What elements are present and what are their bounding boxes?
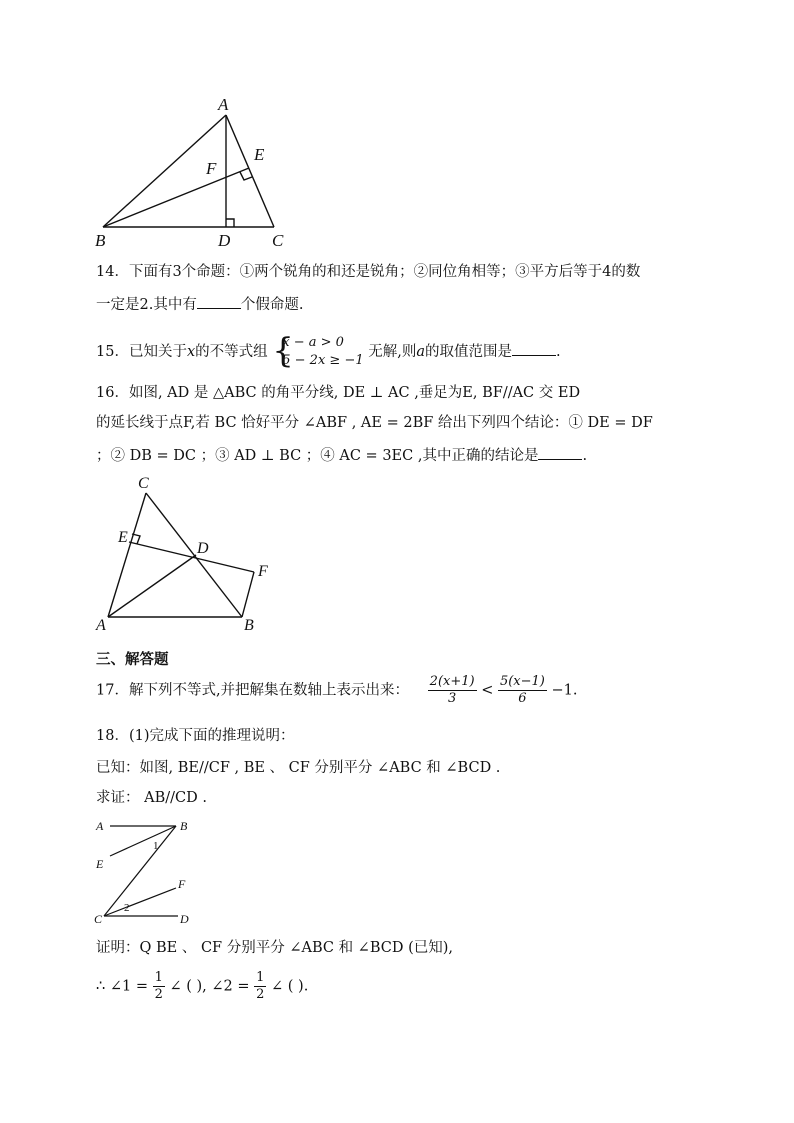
- label-d: D: [218, 231, 231, 250]
- segment-bf: [242, 572, 254, 617]
- question-16-line2: 的延长线于点F,若 BC 恰好平分 ∠ABF , AE = 2BF 给出下列四个结论：① DE = DF: [96, 415, 653, 431]
- question-14-text-b: 个假命题.: [240, 297, 304, 313]
- question-14-line1: 14．下面有3个命题：①两个锐角的和还是锐角；②同位角相等；③平方后等于4的数: [96, 264, 641, 280]
- question-14-text-a: 一定是2.其中有: [96, 297, 197, 313]
- label-b: B: [180, 819, 188, 833]
- proof-angle-1: ∴ ∠1 =: [96, 978, 148, 995]
- half-denominator-2: 2: [256, 987, 265, 1002]
- question-18-prove: 求证： AB//CD .: [96, 790, 207, 806]
- question-17: [96, 674, 577, 707]
- question-16-text-b: .: [582, 448, 588, 464]
- question-15-mid: 的不等式组: [195, 344, 268, 360]
- label-e: E: [254, 145, 265, 164]
- question-15-var-a: a: [416, 344, 425, 360]
- fraction-left-numerator: 2(x+1): [429, 674, 475, 689]
- fraction-right-numerator: 5(x−1): [499, 674, 545, 689]
- segment-ac: [108, 493, 146, 617]
- answer-blank-14[interactable]: [197, 294, 241, 309]
- question-18-line1: 18．(1)完成下面的推理说明：: [96, 728, 295, 744]
- fraction-half-2: [254, 970, 266, 1003]
- question-15: [96, 331, 561, 371]
- question-15-end: .: [555, 344, 561, 360]
- question-14-line2: [96, 294, 303, 315]
- parallel-lines-figure: [90, 812, 210, 930]
- label-e: E: [96, 857, 104, 871]
- segment-ac: [226, 115, 274, 227]
- inequality-system: [272, 331, 364, 371]
- label-d: D: [197, 540, 209, 557]
- question-15-suffix1: 无解,则: [368, 344, 417, 360]
- question-15-suffix2: 的取值范围是: [424, 344, 512, 360]
- angle-label-1: 1: [153, 840, 159, 852]
- half-denominator-1: 2: [154, 987, 163, 1002]
- segment-cb: [146, 493, 242, 617]
- answer-blank-15[interactable]: [512, 341, 556, 356]
- question-15-prefix: 15．已知关于: [96, 344, 187, 360]
- question-17-text: 17．解下列不等式,并把解集在数轴上表示出来：: [96, 682, 410, 699]
- proof-line-2: [96, 970, 308, 1003]
- question-16-text-a: ；② DB = DC ；③ AD ⊥ BC ；④ AC = 3EC ,其中正确的结论是: [96, 448, 539, 464]
- question-18-given: 已知：如图, BE//CF , BE 、 CF 分别平分 ∠ABC 和 ∠BCD .: [96, 760, 501, 776]
- label-c: C: [94, 912, 103, 926]
- fraction-left: [428, 674, 477, 707]
- label-a: A: [96, 819, 104, 833]
- inequality-2: 5 − 2x ≥ −1: [282, 353, 364, 368]
- label-e: E: [118, 529, 128, 546]
- right-angle-mark-d: [226, 219, 234, 227]
- label-d: D: [180, 912, 189, 926]
- label-f: F: [178, 877, 186, 891]
- label-f: F: [258, 563, 268, 580]
- label-c: C: [272, 231, 284, 250]
- angle-bisector-figure: [92, 470, 282, 635]
- fraction-right: [498, 674, 547, 707]
- fraction-half-1: [153, 970, 165, 1003]
- segment-ad: [108, 555, 196, 617]
- question-16-line3: [96, 445, 587, 466]
- label-a: A: [96, 617, 106, 634]
- half-numerator-1: 1: [154, 970, 163, 985]
- question-15-var-x: x: [186, 344, 196, 360]
- label-b: B: [95, 231, 106, 250]
- label-f: F: [206, 159, 217, 178]
- inequality-1: x − a > 0: [282, 335, 344, 350]
- proof-line-1: 证明：Q BE 、 CF 分别平分 ∠ABC 和 ∠BCD (已知),: [96, 940, 454, 956]
- segment-be: [103, 168, 249, 227]
- half-numerator-2: 1: [256, 970, 265, 985]
- angle-label-2: 2: [124, 902, 130, 914]
- less-than-sign: <: [481, 682, 494, 699]
- label-b: B: [244, 617, 254, 634]
- minus-one: −1.: [551, 682, 578, 699]
- section-heading: 三、解答题: [96, 652, 169, 668]
- brace-symbol: {: [272, 331, 294, 371]
- fraction-right-denominator: 6: [518, 691, 527, 706]
- answer-blank-16[interactable]: [538, 445, 582, 460]
- proof-angle-2: ∠ ( ), ∠2 =: [169, 978, 250, 995]
- label-c: C: [138, 475, 149, 492]
- label-a: A: [218, 95, 229, 114]
- segment-ef: [129, 542, 254, 572]
- triangle-figure-abc: [90, 92, 310, 252]
- fraction-left-denominator: 3: [447, 691, 457, 706]
- line-be: [110, 826, 176, 856]
- proof-angle-end: ∠ ( ).: [271, 978, 309, 995]
- question-16-line1: 16．如图, AD 是 △ABC 的角平分线, DE ⊥ AC ,垂足为E, BF//AC 交 ED: [96, 385, 581, 401]
